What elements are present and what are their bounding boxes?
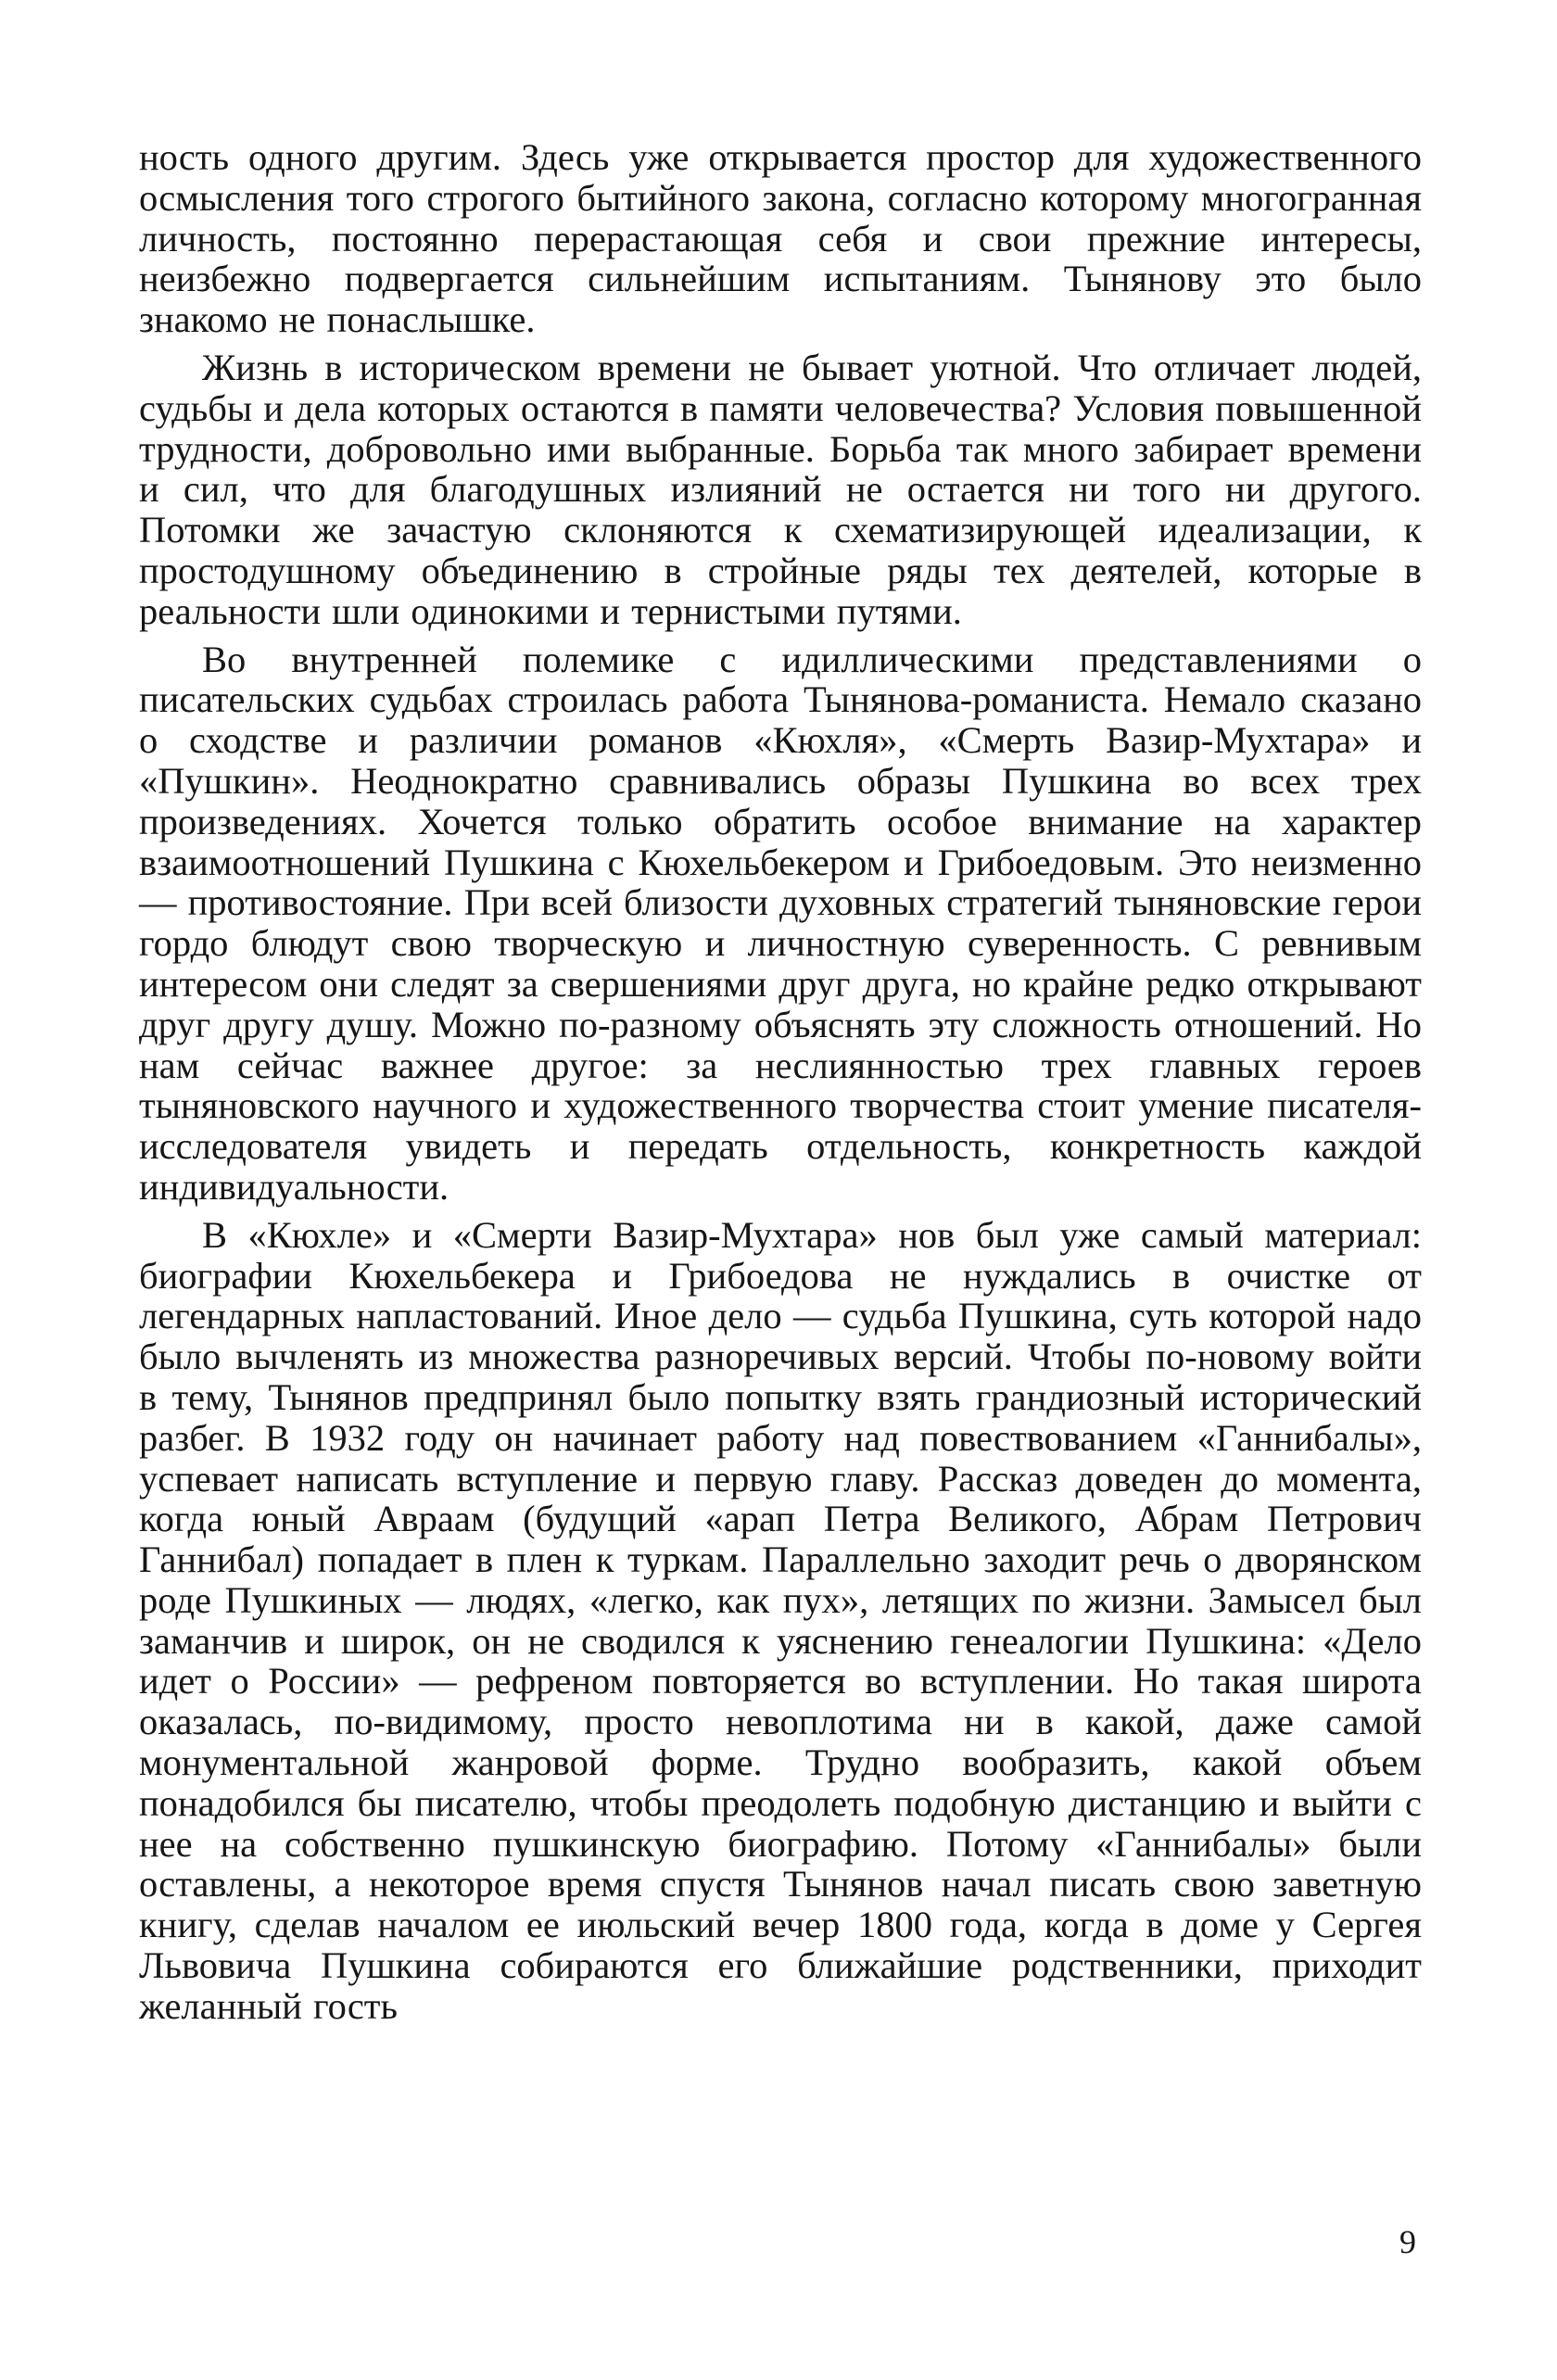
page-number: 9	[1399, 2223, 1416, 2260]
paragraph-2: Жизнь в историческом времени не бывает уютной. Что отличает людей, судьбы и дела которых остаются в памяти человечества? Условия повышенной трудности, добровольно ими выбранные. Борьба так много забирает времени и сил, что для благодушных излияний не остается ни того ни другого. Потомки же зачастую склоняются к схематизирующей идеализации, к простодушному объединению в стройные ряды тех деятелей, которые в реальности шли одинокими и тернистыми путями.	[139, 346, 1422, 632]
paragraph-3: Во внутренней полемике с идиллическими представлениями о писательских судьбах строилась работа Тынянова-романиста. Немало сказано о сходстве и различии романов «Кюхля», «Смерть Вазир-Мухтара» и «Пушкин». Неоднократно сравнивались образы Пушкина во всех трех произведениях. Хочется только обратить особое внимание на характер взаимоотношений Пушкина с Кюхельбекером и Грибоедовым. Это неизменно — противостояние. При всей близости духовных стратегий тыняновские герои гордо блюдут свою творческую и личностную суверенность. С ревнивым интересом они следят за свершениями друг друга, но крайне редко открывают друг другу душу. Можно по-разному объяснять эту сложность отношений. Но нам сейчас важнее другое: за неслиянностью трех главных героев тыняновского научного и художественного творчества стоит умение писателя-исследователя увидеть и передать отдельность, конкретность каждой индивидуальности.	[139, 638, 1422, 1208]
paragraph-1: ность одного другим. Здесь уже открывается простор для художественного осмысления того строгого бытийного закона, согласно которому многогранная личность, постоянно перерастающая себя и свои прежние интересы, неизбежно подвергается сильнейшим испытаниям. Тынянову это было знакомо не понаслышке.	[139, 136, 1422, 341]
paragraph-4: В «Кюхле» и «Смерти Вазир-Мухтара» нов был уже самый материал: биографии Кюхельбекера и Грибоедова не нуждались в очистке от легендарных напластований. Иное дело — судьба Пушкина, суть которой надо было вычленять из множества разноречивых версий. Чтобы по-новому войти в тему, Тынянов предпринял было попытку взять грандиозный исторический разбег. В 1932 году он начинает работу над повествованием «Ганнибалы», успевает написать вступление и первую главу. Рассказ доведен до момента, когда юный Авраам (будущий «арап Петра Великого, Абрам Петрович Ганнибал) попадает в плен к туркам. Параллельно заходит речь о дворянском роде Пушкиных — людях, «легко, как пух», летящих по жизни. Замысел был заманчив и широк, он не сводился к уяснению генеалогии Пушкина: «Дело идет о России» — рефреном повторяется во вступлении. Но такая широта оказалась, по-видимому, просто невоплотима ни в какой, даже самой монументальной жанровой форме. Трудно вообразить, какой объем понадобился бы писателю, чтобы преодолеть подобную дистанцию и выйти с нее на собственно пушкинскую биографию. Потому «Ганнибалы» были оставлены, а некоторое время спустя Тынянов начал писать свою заветную книгу, сделав началом ее июльский вечер 1800 года, когда в доме у Сергея Львовича Пушкина собираются его ближайшие родственники, приходит желанный гость	[139, 1213, 1422, 2027]
book-page-text	[139, 137, 1422, 2034]
